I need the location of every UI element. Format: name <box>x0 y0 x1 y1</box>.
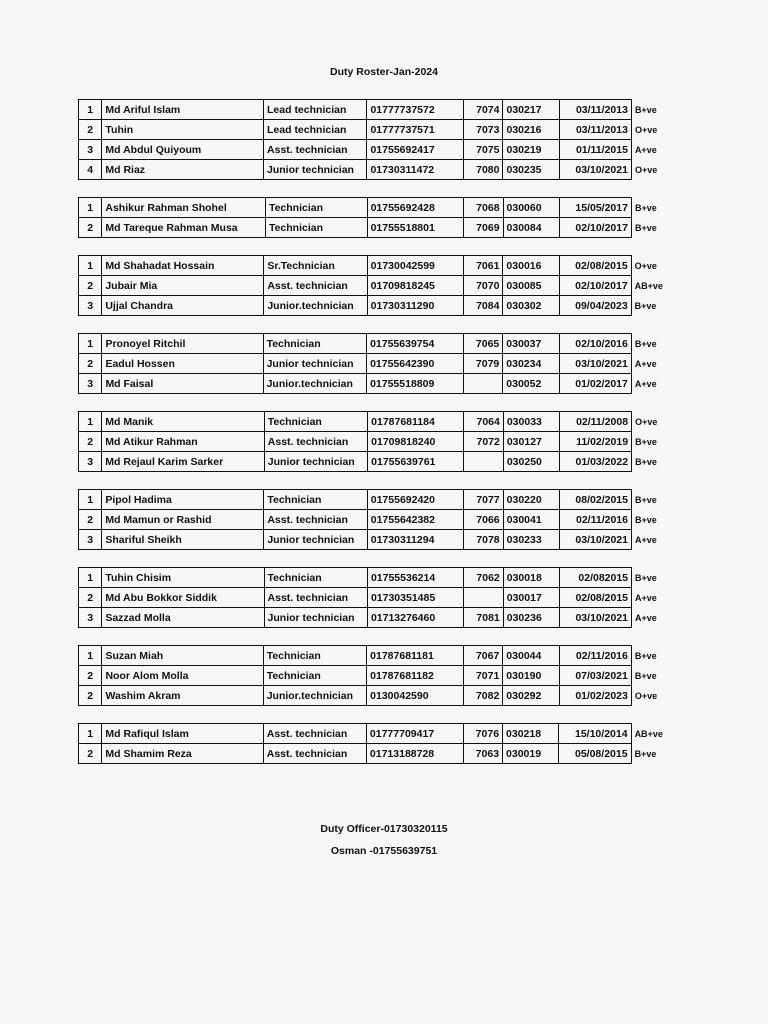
phone-cell: 01755518801 <box>367 218 464 238</box>
designation-cell: Asst. technician <box>264 432 367 452</box>
serial-cell: 2 <box>79 354 102 374</box>
serial-cell: 1 <box>79 568 102 588</box>
extension-cell: 7068 <box>464 198 503 218</box>
extension-cell: 7081 <box>464 608 503 628</box>
serial-cell: 2 <box>79 686 102 706</box>
designation-cell: Junior technician <box>264 160 367 180</box>
table-row <box>79 334 678 354</box>
designation-cell: Technician <box>263 646 366 666</box>
extension-cell: 7078 <box>464 530 503 550</box>
joining-date-cell: 03/10/2021 <box>559 160 631 180</box>
name-cell: Eadul Hossen <box>102 354 263 374</box>
extension-cell <box>464 588 503 608</box>
designation-cell: Junior technician <box>264 608 367 628</box>
name-cell: Ujjal Chandra <box>102 296 264 316</box>
serial-cell: 1 <box>79 334 102 354</box>
blood-group-cell: A+ve <box>634 378 657 389</box>
joining-date-cell: 02/10/2016 <box>559 334 631 354</box>
blood-group-cell: O+ve <box>634 124 658 135</box>
blood-group-cell: B+ve <box>635 456 657 467</box>
employee-id-cell: 030033 <box>503 412 559 432</box>
extension-cell: 7063 <box>463 744 503 764</box>
joining-date-cell: 02/11/2016 <box>559 646 631 666</box>
phone-cell: 01787681182 <box>367 666 464 686</box>
table-row <box>79 510 678 530</box>
blood-group-cell: B+ve <box>634 514 657 525</box>
designation-cell: Technician <box>265 198 367 218</box>
extension-cell: 7076 <box>463 724 503 744</box>
name-cell: Md Atikur Rahman <box>102 432 264 452</box>
phone-cell: 01787681181 <box>367 646 464 666</box>
roster-group-table <box>78 197 678 238</box>
employee-id-cell: 030292 <box>503 686 559 706</box>
table-row <box>79 724 678 744</box>
blood-group-cell: B+ve <box>634 670 657 681</box>
phone-cell: 01730042599 <box>367 256 463 276</box>
joining-date-cell: 05/08/2015 <box>559 744 631 764</box>
table-row <box>79 120 678 140</box>
employee-id-cell: 030250 <box>503 452 559 472</box>
phone-cell: 0130042590 <box>367 686 464 706</box>
contact-line: Osman -01755639751 <box>330 845 438 857</box>
table-row <box>79 490 678 510</box>
roster-group-table <box>78 333 678 394</box>
phone-cell: 01713188728 <box>366 744 463 764</box>
employee-id-cell: 030044 <box>503 646 559 666</box>
blood-group-cell: B+ve <box>634 202 657 213</box>
name-cell: Jubair Mia <box>102 276 264 296</box>
phone-cell: 01709818245 <box>367 276 463 296</box>
table-row <box>79 140 678 160</box>
serial-cell: 1 <box>79 100 102 120</box>
name-cell: Ashikur Rahman Shohel <box>102 198 266 218</box>
phone-cell: 01755692420 <box>367 490 463 510</box>
blood-group-cell: B+ve <box>634 650 657 661</box>
extension-cell: 7074 <box>464 100 503 120</box>
serial-cell: 3 <box>79 374 102 394</box>
phone-cell: 01730351485 <box>367 588 463 608</box>
blood-group-cell: B+ve <box>634 104 657 115</box>
designation-cell: Technician <box>264 568 367 588</box>
phone-cell: 01755639761 <box>368 452 464 472</box>
name-cell: Md Abu Bokkor Siddik <box>102 588 264 608</box>
joining-date-cell: 03/10/2021 <box>559 354 631 374</box>
designation-cell: Lead technician <box>264 120 367 140</box>
joining-date-cell: 02/082015 <box>559 568 631 588</box>
serial-cell: 2 <box>79 588 102 608</box>
extension-cell: 7062 <box>464 568 503 588</box>
joining-date-cell: 01/11/2015 <box>559 140 631 160</box>
joining-date-cell: 01/02/2017 <box>559 374 631 394</box>
name-cell: Pipol Hadima <box>102 490 264 510</box>
phone-cell: 01755642382 <box>367 510 463 530</box>
table-row <box>79 588 678 608</box>
phone-cell: 01730311294 <box>367 530 463 550</box>
designation-cell: Lead technician <box>264 100 367 120</box>
name-cell: Md Shamim Reza <box>102 744 263 764</box>
phone-cell: 01755692428 <box>367 198 464 218</box>
phone-cell: 01709818240 <box>368 432 464 452</box>
designation-cell: Asst. technician <box>263 724 366 744</box>
name-cell: Shariful Sheikh <box>102 530 264 550</box>
employee-id-cell: 030236 <box>503 608 559 628</box>
table-row <box>79 218 678 238</box>
serial-cell: 2 <box>79 744 102 764</box>
designation-cell: Junior.technician <box>264 296 367 316</box>
employee-id-cell: 030217 <box>503 100 559 120</box>
joining-date-cell: 03/11/2013 <box>559 100 631 120</box>
joining-date-cell: 15/10/2014 <box>559 724 631 744</box>
designation-cell: Technician <box>264 490 367 510</box>
roster-groups <box>78 99 678 781</box>
serial-cell: 2 <box>79 276 102 296</box>
extension-cell: 7061 <box>464 256 503 276</box>
table-row <box>79 686 678 706</box>
joining-date-cell: 02/11/2016 <box>559 510 631 530</box>
blood-group-cell: O+ve <box>634 260 657 271</box>
name-cell: Washim Akram <box>102 686 263 706</box>
extension-cell: 7067 <box>463 646 503 666</box>
phone-cell: 01755639754 <box>367 334 464 354</box>
employee-id-cell: 030018 <box>503 568 559 588</box>
employee-id-cell: 030127 <box>503 432 559 452</box>
table-row <box>79 374 678 394</box>
designation-cell: Asst. technician <box>264 276 367 296</box>
employee-id-cell: 030016 <box>503 256 559 276</box>
extension-cell: 7079 <box>463 354 503 374</box>
joining-date-cell: 02/08/2015 <box>559 588 631 608</box>
table-row <box>79 160 678 180</box>
table-row <box>79 608 678 628</box>
blood-group-cell: A+ve <box>635 592 657 603</box>
roster-group-table <box>78 489 678 550</box>
table-row <box>79 452 678 472</box>
designation-cell: Technician <box>264 412 367 432</box>
serial-cell: 1 <box>79 198 102 218</box>
extension-cell: 7070 <box>464 276 503 296</box>
phone-cell: 01730311290 <box>367 296 463 316</box>
designation-cell: Junior technician <box>263 354 367 374</box>
name-cell: Md Faisal <box>102 374 263 394</box>
employee-id-cell: 030085 <box>503 276 559 296</box>
table-row <box>79 568 678 588</box>
joining-date-cell: 02/10/2017 <box>559 276 631 296</box>
employee-id-cell: 030052 <box>503 374 559 394</box>
joining-date-cell: 09/04/2023 <box>559 296 631 316</box>
name-cell: Md Mamun or Rashid <box>102 510 264 530</box>
name-cell: Md Tareque Rahman Musa <box>102 218 266 238</box>
blood-group-cell: O+ve <box>635 416 658 427</box>
roster-group-table <box>78 645 678 706</box>
extension-cell <box>464 452 503 472</box>
name-cell: Md Manik <box>102 412 264 432</box>
extension-cell: 7075 <box>464 140 503 160</box>
name-cell: Md Rejaul Karim Sarker <box>102 452 264 472</box>
designation-cell: Junior technician <box>264 530 367 550</box>
table-row <box>79 530 678 550</box>
employee-id-cell: 030235 <box>503 160 559 180</box>
serial-cell: 2 <box>79 432 102 452</box>
joining-date-cell: 15/05/2017 <box>559 198 631 218</box>
employee-id-cell: 030084 <box>503 218 559 238</box>
blood-group-cell: AB+ve <box>634 728 663 739</box>
blood-group-cell: B+ve <box>634 748 657 759</box>
blood-group-cell: A+ve <box>634 144 657 155</box>
name-cell: Md Abdul Quiyoum <box>102 140 264 160</box>
extension-cell: 7066 <box>464 510 503 530</box>
serial-cell: 3 <box>79 452 102 472</box>
name-cell: Md Rafiqul Islam <box>102 724 263 744</box>
extension-cell: 7065 <box>463 334 503 354</box>
name-cell: Pronoyel Ritchil <box>102 334 263 354</box>
joining-date-cell: 01/02/2023 <box>559 686 631 706</box>
blood-group-cell: B+ve <box>634 338 657 349</box>
joining-date-cell: 03/11/2013 <box>559 120 631 140</box>
serial-cell: 3 <box>79 608 102 628</box>
blood-group-cell: B+ve <box>634 222 657 233</box>
blood-group-cell: A+ve <box>634 358 657 369</box>
name-cell: Tuhin Chisim <box>102 568 264 588</box>
table-row <box>79 646 678 666</box>
blood-group-cell: A+ve <box>634 534 657 545</box>
designation-cell: Technician <box>265 218 367 238</box>
employee-id-cell: 030233 <box>503 530 559 550</box>
joining-date-cell: 02/08/2015 <box>559 256 631 276</box>
employee-id-cell: 030017 <box>503 588 559 608</box>
serial-cell: 1 <box>79 412 102 432</box>
designation-cell: Asst. technician <box>264 588 367 608</box>
roster-group-table <box>78 567 678 628</box>
serial-cell: 4 <box>79 160 102 180</box>
page-title: Duty Roster-Jan-2024 <box>330 66 438 78</box>
serial-cell: 2 <box>79 510 102 530</box>
designation-cell: Junior technician <box>264 452 367 472</box>
phone-cell: 01730311472 <box>367 160 464 180</box>
blood-group-cell: O+ve <box>634 164 658 175</box>
phone-cell: 01777737572 <box>367 100 464 120</box>
designation-cell: Asst. technician <box>264 510 367 530</box>
designation-cell: Technician <box>263 334 367 354</box>
table-row <box>79 256 678 276</box>
name-cell: Noor Alom Molla <box>102 666 263 686</box>
designation-cell: Sr.Technician <box>264 256 367 276</box>
joining-date-cell: 03/10/2021 <box>559 608 631 628</box>
serial-cell: 2 <box>79 120 102 140</box>
designation-cell: Junior.technician <box>263 686 366 706</box>
table-row <box>79 432 678 452</box>
designation-cell: Asst. technician <box>263 744 366 764</box>
joining-date-cell: 03/10/2021 <box>559 530 631 550</box>
serial-cell: 2 <box>79 218 102 238</box>
table-row <box>79 354 678 374</box>
table-row <box>79 744 678 764</box>
extension-cell: 7069 <box>464 218 503 238</box>
extension-cell <box>463 374 503 394</box>
name-cell: Suzan Miah <box>102 646 263 666</box>
joining-date-cell: 08/02/2015 <box>559 490 631 510</box>
joining-date-cell: 02/11/2008 <box>559 412 631 432</box>
blood-group-cell: AB+ve <box>634 280 663 291</box>
employee-id-cell: 030037 <box>503 334 559 354</box>
joining-date-cell: 11/02/2019 <box>559 432 631 452</box>
roster-group-table <box>78 255 678 316</box>
serial-cell: 1 <box>79 646 102 666</box>
employee-id-cell: 030234 <box>503 354 559 374</box>
employee-id-cell: 030019 <box>503 744 559 764</box>
extension-cell: 7077 <box>464 490 503 510</box>
serial-cell: 3 <box>79 140 102 160</box>
designation-cell: Junior.technician <box>263 374 367 394</box>
serial-cell: 3 <box>79 296 102 316</box>
roster-group-table <box>78 723 678 764</box>
phone-cell: 01777737571 <box>367 120 464 140</box>
extension-cell: 7073 <box>464 120 503 140</box>
table-row <box>79 296 678 316</box>
joining-date-cell: 02/10/2017 <box>559 218 631 238</box>
joining-date-cell: 01/03/2022 <box>559 452 631 472</box>
blood-group-cell: B+ve <box>634 300 657 311</box>
roster-group-table <box>78 411 678 472</box>
table-row <box>79 198 678 218</box>
duty-officer-line: Duty Officer-01730320115 <box>320 823 448 835</box>
blood-group-cell: B+ve <box>635 572 657 583</box>
phone-cell: 01755692417 <box>367 140 464 160</box>
serial-cell: 2 <box>79 666 102 686</box>
employee-id-cell: 030216 <box>503 120 559 140</box>
name-cell: Md Ariful Islam <box>102 100 264 120</box>
extension-cell: 7071 <box>463 666 503 686</box>
table-row <box>79 100 678 120</box>
employee-id-cell: 030219 <box>503 140 559 160</box>
name-cell: Sazzad Molla <box>102 608 264 628</box>
name-cell: Tuhin <box>102 120 264 140</box>
phone-cell: 01755536214 <box>367 568 463 588</box>
phone-cell: 01713276460 <box>367 608 463 628</box>
designation-cell: Asst. technician <box>264 140 367 160</box>
serial-cell: 3 <box>79 530 102 550</box>
employee-id-cell: 030302 <box>503 296 559 316</box>
employee-id-cell: 030060 <box>503 198 559 218</box>
table-row <box>79 412 678 432</box>
extension-cell: 7064 <box>464 412 503 432</box>
name-cell: Md Shahadat Hossain <box>102 256 264 276</box>
blood-group-cell: O+ve <box>634 690 658 701</box>
table-row <box>79 276 678 296</box>
phone-cell: 01777709417 <box>366 724 463 744</box>
phone-cell: 01755518809 <box>367 374 464 394</box>
extension-cell: 7072 <box>464 432 503 452</box>
table-row <box>79 666 678 686</box>
roster-group-table <box>78 99 678 180</box>
serial-cell: 1 <box>79 256 102 276</box>
employee-id-cell: 030190 <box>503 666 559 686</box>
extension-cell: 7084 <box>464 296 503 316</box>
serial-cell: 1 <box>79 724 102 744</box>
designation-cell: Technician <box>263 666 366 686</box>
blood-group-cell: A+ve <box>635 612 657 623</box>
joining-date-cell: 07/03/2021 <box>559 666 631 686</box>
serial-cell: 1 <box>79 490 102 510</box>
employee-id-cell: 030041 <box>503 510 559 530</box>
blood-group-cell: B+ve <box>634 494 657 505</box>
extension-cell: 7082 <box>463 686 503 706</box>
phone-cell: 01755642390 <box>367 354 464 374</box>
phone-cell: 01787681184 <box>368 412 464 432</box>
employee-id-cell: 030218 <box>503 724 559 744</box>
blood-group-cell: B+ve <box>635 436 657 447</box>
extension-cell: 7080 <box>464 160 503 180</box>
employee-id-cell: 030220 <box>503 490 559 510</box>
name-cell: Md Riaz <box>102 160 264 180</box>
